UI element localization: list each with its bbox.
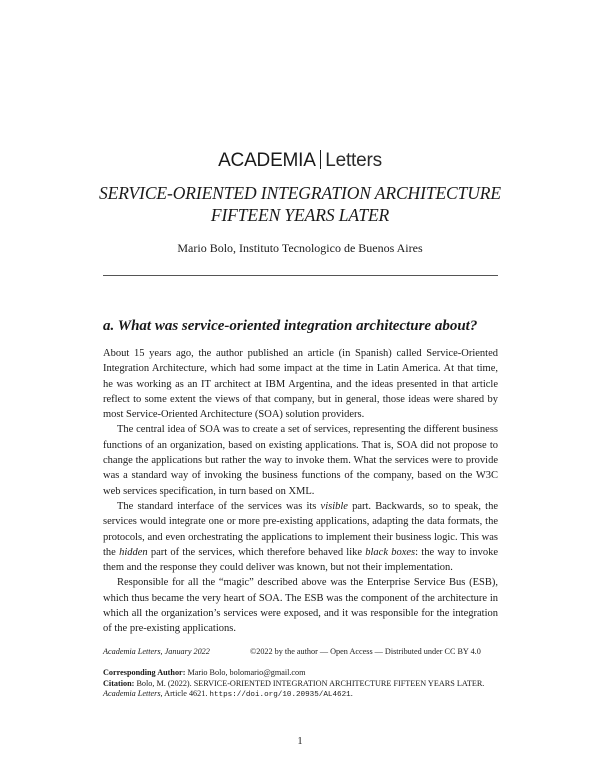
paragraph-3: The standard interface of the services was its visible part. Backwards, so to speak, the services would integrate one or more pre-existing applications, adapting the data formats, the protocols, and even orchestrating the applications to implement their business logic. This was the hidden part of the services, which therefore behaved like black boxes: the way to invoke them and the response they could deliver was known, but not their implementation. bbox=[103, 500, 499, 574]
paragraph-2: The central idea of SOA was to create a set of services, representing the different business functions of an organization, based on existing applications. That is, SOA did not propose to change the applications but rather the way to invoke them. What the services were to provide was a standard way of invoking the business functions of the company, based on the W3C web services specification, in turn based on XML. bbox=[103, 424, 498, 497]
header-rule bbox=[103, 275, 498, 276]
paper-title-line-2: FIFTEEN YEARS LATER bbox=[210, 205, 390, 225]
paragraph-1: About 15 years ago, the author published an article (in Spanish) called Service-Oriented Integration Architecture, which had some impact at the time in Latin America. At that time, he was working as an IT architect at IBM Argentina, and the ideas presented in that article reflect to some extent the views of that company, but in general, those ideas were shared by most Service-Oriented Architecture (SOA) solution providers. bbox=[103, 348, 498, 421]
emphasis-hidden: hidden bbox=[119, 546, 148, 558]
masthead-divider bbox=[320, 150, 322, 169]
section-number: a. bbox=[103, 318, 115, 334]
page-number: 1 bbox=[297, 736, 303, 747]
paper-title-line-1: SERVICE-ORIENTED INTEGRATION ARCHITECTURE bbox=[99, 183, 501, 203]
license-notice: ©2022 by the author — Open Access — Distributed under CC BY 4.0 bbox=[250, 647, 481, 656]
page-footer bbox=[103, 647, 498, 701]
corresponding-author: Corresponding Author: Mario Bolo, bolomario@gmail.com bbox=[103, 668, 306, 677]
body-text bbox=[103, 346, 498, 637]
emphasis-black-boxes: black boxes bbox=[365, 546, 416, 558]
author-affiliation: Mario Bolo, Instituto Tecnologico de Buenos Aires bbox=[177, 241, 423, 255]
section-heading bbox=[103, 318, 503, 335]
journal-masthead bbox=[0, 150, 600, 172]
masthead-section: Letters bbox=[325, 150, 382, 171]
section-title: What was service-oriented integration architecture about? bbox=[117, 318, 478, 334]
paper-title bbox=[60, 182, 540, 226]
emphasis-visible: visible bbox=[320, 500, 348, 512]
journal-date: Academia Letters, January 2022 bbox=[103, 647, 210, 656]
paragraph-4: Responsible for all the “magic” described above was the Enterprise Service Bus (ESB), which thus became the very heart of SOA. The ESB was the component of the architecture in which all the organization’s services were exposed, and it was responsible for the integration of the pre-existing applications. bbox=[103, 577, 498, 635]
citation: Citation: Bolo, M. (2022). SERVICE-ORIENTED INTEGRATION ARCHITECTURE FIFTEEN YEARS LATER. Academia Letters, Article 4621. https://doi.org/10.20935/AL4621. bbox=[103, 678, 485, 699]
masthead-brand: ACADEMIA bbox=[218, 150, 316, 171]
doi-link[interactable]: https://doi.org/10.20935/AL4621 bbox=[209, 691, 351, 699]
